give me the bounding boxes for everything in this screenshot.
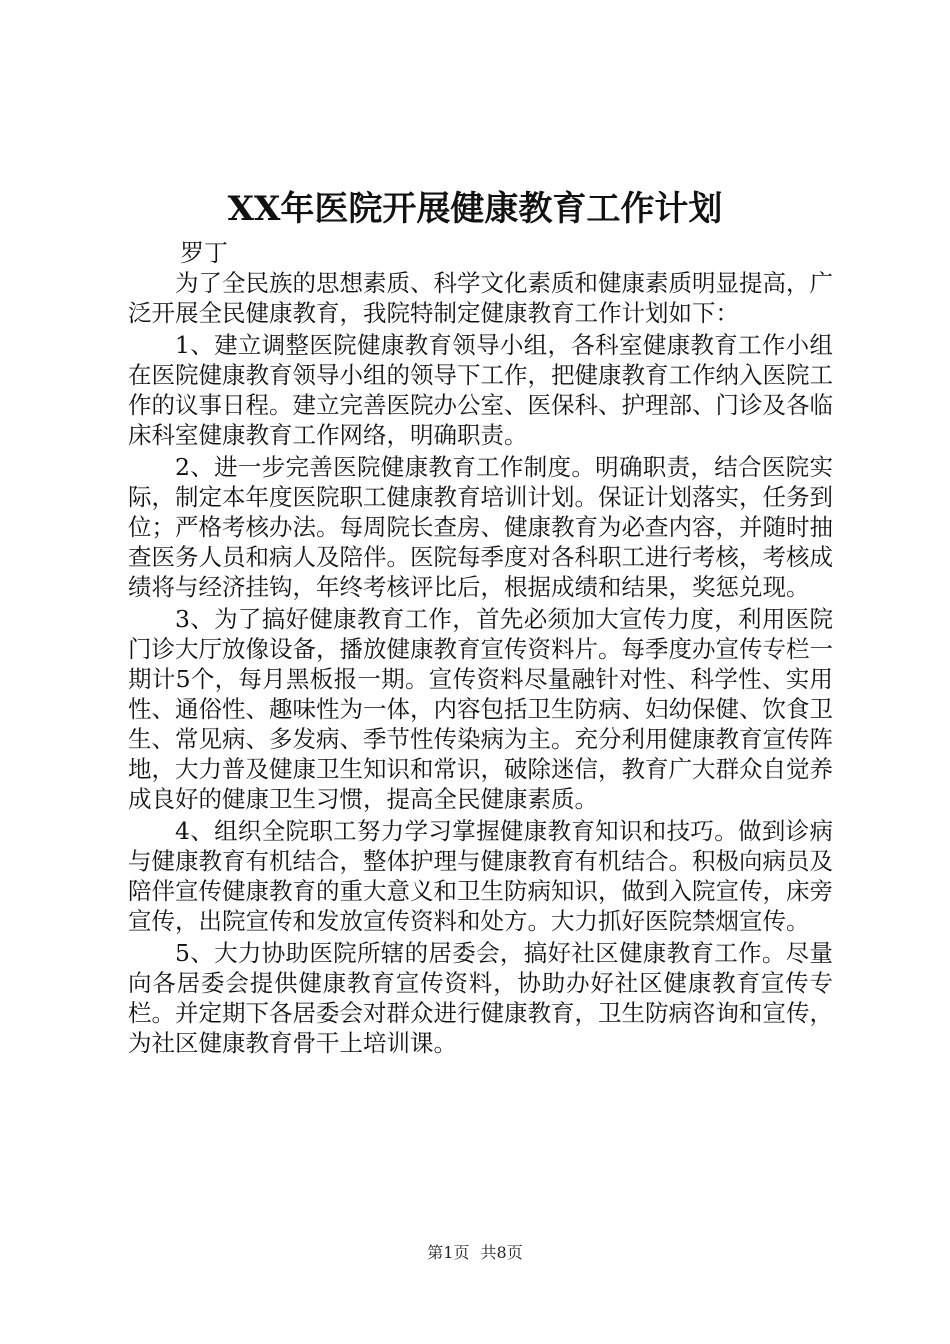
author-name: 罗丁 (180, 239, 228, 267)
paragraph-item-1: 1、建立调整医院健康教育领导小组，各科室健康教育工作小组在医院健康教育领导小组的领导下工作，把健康教育工作纳入医院工作的议事日程。建立完善医院办公室、医保科、护理部、门诊及各临床科室健康教育工作网络，明确职责。 (128, 331, 833, 449)
intro-paragraph: 为了全民族的思想素质、科学文化素质和健康素质明显提高，广泛开展全民健康教育，我院特制定健康教育工作计划如下： (128, 269, 833, 327)
paragraph-item-3: 3、为了搞好健康教育工作，首先必须加大宣传力度，利用医院门诊大厅放像设备，播放健康教育宣传资料片。每季度办宣传专栏一期计5个，每月黑板报一期。宣传资料尽量融针对性、科学性、实用性、通俗性、趣味性为一体，内容包括卫生防病、妇幼保健、饮食卫生、常见病、多发病、季节性传染病为主。充分利用健康教育宣传阵地，大力普及健康卫生知识和常识，破除迷信，教育广大群众自觉养成良好的健康卫生习惯，提高全民健康素质。 (128, 605, 833, 813)
paragraph-item-4: 4、组织全院职工努力学习掌握健康教育知识和技巧。做到诊病与健康教育有机结合，整体护理与健康教育有机结合。积极向病员及陪伴宣传健康教育的重大意义和卫生防病知识，做到入院宣传，床旁宣传，出院宣传和发放宣传资料和处方。大力抓好医院禁烟宣传。 (128, 817, 833, 935)
paragraph-item-5: 5、大力协助医院所辖的居委会，搞好社区健康教育工作。尽量向各居委会提供健康教育宣传资料，协助办好社区健康教育宣传专栏。并定期下各居委会对群众进行健康教育，卫生防病咨询和宣传，为社区健康教育骨干上培训课。 (128, 939, 833, 1057)
page-total: 共8页 (480, 1243, 523, 1262)
page-footer (0, 1243, 950, 1263)
page-number: 第1页 (427, 1243, 470, 1262)
document-body (128, 238, 833, 1058)
document-title: XX年医院开展健康教育工作计划 (227, 189, 723, 229)
paragraph-item-2: 2、进一步完善医院健康教育工作制度。明确职责，结合医院实际，制定本年度医院职工健康教育培训计划。保证计划落实，任务到位；严格考核办法。每周院长查房、健康教育为必查内容，并随时抽查医务人员和病人及陪伴。医院每季度对各科职工进行考核，考核成绩将与经济挂钩，年终考核评比后，根据成绩和结果，奖惩兑现。 (128, 453, 833, 601)
